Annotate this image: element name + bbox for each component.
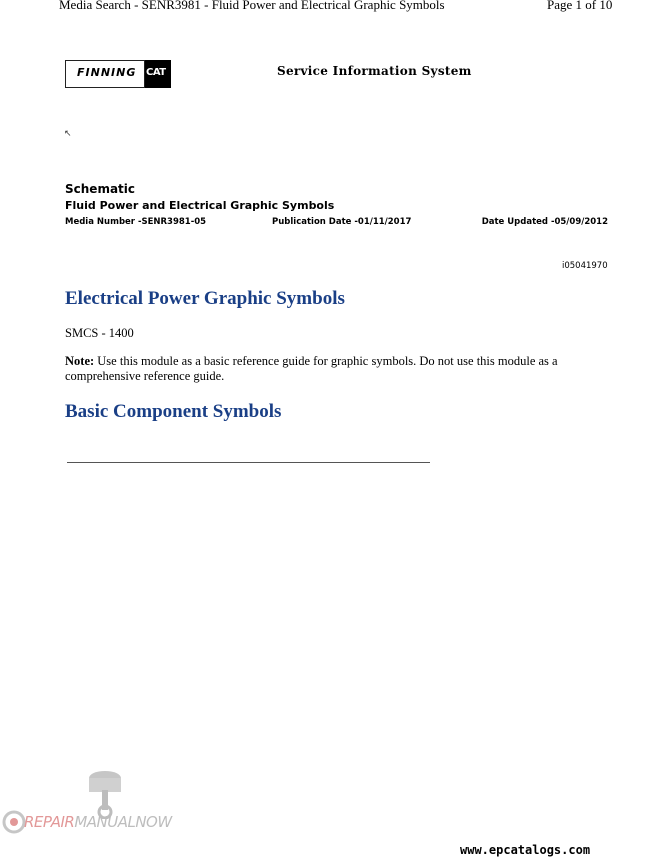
piston-icon [75, 764, 135, 819]
date-updated: Date Updated -05/09/2012 [481, 217, 608, 227]
media-number: Media Number -SENR3981-05 [65, 217, 207, 227]
smcs-code: SMCS - 1400 [65, 326, 134, 340]
note-paragraph [65, 354, 600, 384]
page-header [0, 0, 672, 16]
page-number: Page 1 of 10 [547, 0, 613, 12]
section-label: Schematic [65, 182, 136, 196]
cat-logo-text: CAT [146, 67, 166, 78]
finning-logo-text: FINNING [77, 66, 137, 79]
watermark [0, 760, 205, 867]
document-subtitle: Fluid Power and Electrical Graphic Symbols [65, 199, 335, 212]
cat-logo [145, 60, 171, 88]
note-label: Note: [65, 354, 95, 368]
system-title: Service Information System [277, 64, 472, 78]
document-title: Media Search - SENR3981 - Fluid Power and Electrical Graphic Symbols [59, 0, 445, 12]
publication-date: Publication Date -01/11/2017 [272, 217, 412, 227]
note-text: Use this module as a basic reference guide for graphic symbols. Do not use this module as a comprehensive reference guide. [65, 354, 558, 383]
footer-url[interactable]: www.epcatalogs.com [460, 843, 591, 857]
illustration-id: i05041970 [562, 261, 608, 271]
cursor-icon: ↖ [64, 128, 72, 138]
heading-basic-component: Basic Component Symbols [65, 401, 282, 422]
watermark-text: REPAIRMANUALNOW [24, 813, 172, 831]
branding-row [65, 60, 610, 90]
repair-gear-icon [2, 810, 26, 834]
divider [67, 462, 430, 463]
finning-logo [65, 60, 145, 88]
heading-electrical-power: Electrical Power Graphic Symbols [65, 288, 345, 309]
